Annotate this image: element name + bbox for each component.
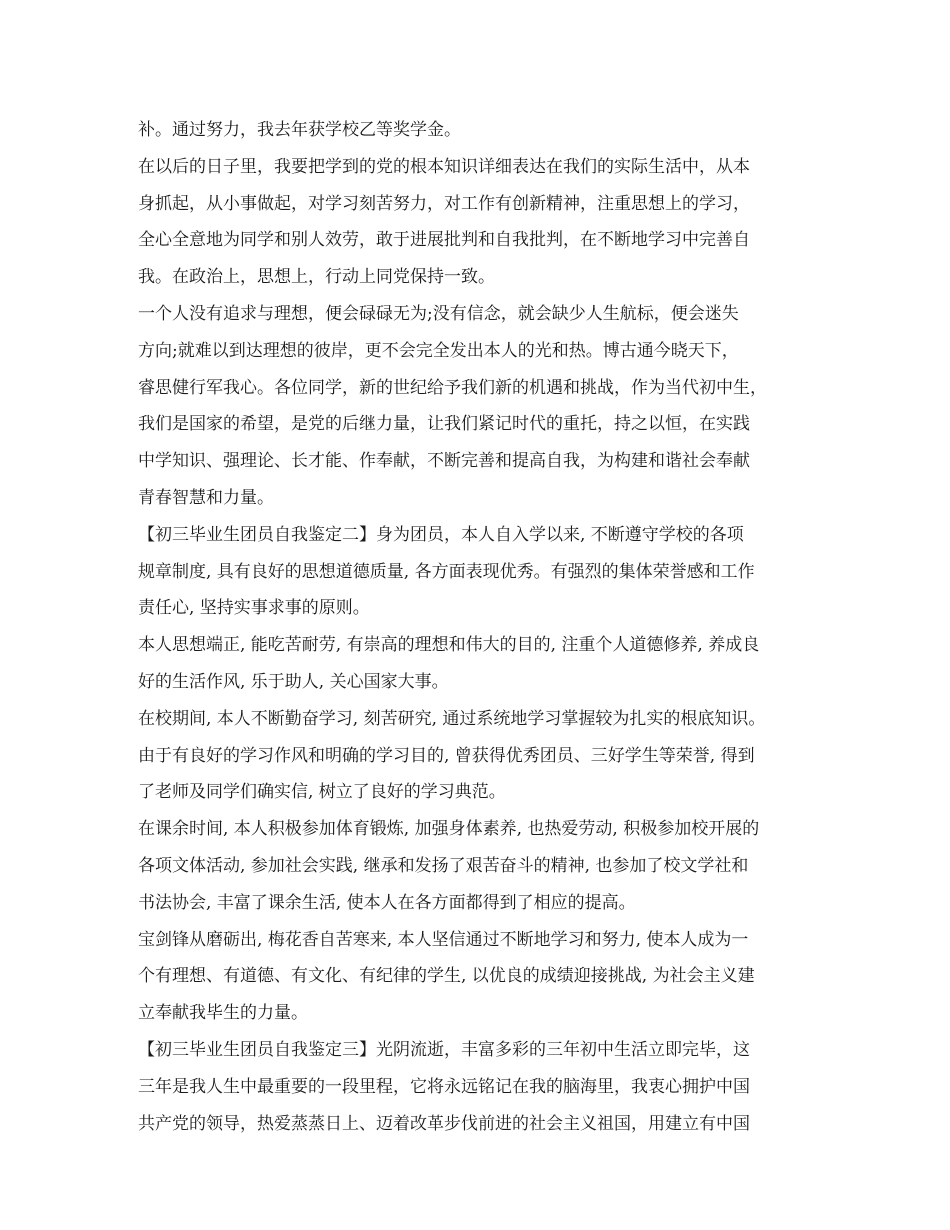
text-line: 本人思想端正, 能吃苦耐劳, 有崇高的理想和伟大的目的, 注重个人道德修养, 养成良 bbox=[138, 635, 760, 656]
text-line: 在以后的日子里，我要把学到的党的根本知识详细表达在我们的实际生活中，从本 bbox=[138, 156, 750, 177]
text-line: 好的生活作风, 乐于助人, 关心国家大事。 bbox=[138, 671, 449, 692]
text-line: 身抓起，从小事做起，对学习刻苦努力，对工作有创新精神，注重思想上的学习， bbox=[138, 193, 750, 214]
text-line: 宝剑锋从磨砺出, 梅花香自苦寒来, 本人坚信通过不断地学习和努力, 使本人成为一 bbox=[138, 929, 749, 950]
text-line: 方向;就难以到达理想的彼岸，更不会完全发出本人的光和热。博古通今晓天下， bbox=[138, 340, 739, 361]
text-line: 中学知识、强理论、长才能、作奉献，不断完善和提高自我，为构建和谐社会奉献 bbox=[138, 451, 750, 472]
text-line: 了老师及同学们确实信, 树立了良好的学习典范。 bbox=[138, 782, 506, 803]
text-line: 我。在政治上，思想上，行动上同党保持一致。 bbox=[138, 267, 495, 288]
text-line: 共产党的领导，热爱蒸蒸日上、迈着改革步伐前进的社会主义祖国，用建立有中国 bbox=[138, 1113, 750, 1134]
section-heading-line: 【初三毕业生团员自我鉴定三】光阴流逝，丰富多彩的三年初中生活立即完毕，这 bbox=[138, 1039, 750, 1060]
section-heading-line: 【初三毕业生团员自我鉴定二】身为团员，本人自入学以来, 不断遵守学校的各项 bbox=[138, 524, 744, 545]
text-line: 一个人没有追求与理想，便会碌碌无为;没有信念，就会缺少人生航标，便会迷失 bbox=[138, 303, 739, 324]
text-line: 全心全意地为同学和别人效劳，敢于进展批判和自我批判，在不断地学习中完善自 bbox=[138, 230, 750, 251]
text-line: 青春智慧和力量。 bbox=[138, 487, 274, 508]
text-line: 补。通过努力，我去年获学校乙等奖学金。 bbox=[138, 120, 461, 140]
text-line: 书法协会, 丰富了课余生活, 使本人在各方面都得到了相应的提高。 bbox=[138, 892, 636, 913]
text-line: 在课余时间, 本人积极参加体育锻炼, 加强身体素养, 也热爱劳动, 积极参加校开展的 bbox=[138, 819, 760, 840]
text-line: 在校期间, 本人不断勤奋学习, 刻苦研究, 通过系统地学习掌握较为扎实的根底知识。 bbox=[138, 708, 766, 729]
text-line: 睿思健行军我心。各位同学，新的世纪给予我们新的机遇和挑战，作为当代初中生， bbox=[138, 377, 767, 398]
text-line: 个有理想、有道德、有文化、有纪律的学生, 以优良的成绩迎接挑战, 为社会主义建 bbox=[138, 966, 755, 987]
text-line: 立奉献我毕生的力量。 bbox=[138, 1003, 308, 1024]
text-line: 由于有良好的学习作风和明确的学习目的, 曾获得优秀团员、三好学生等荣誉, 得到 bbox=[138, 745, 755, 766]
text-line: 三年是我人生中最重要的一段里程，它将永远铭记在我的脑海里，我衷心拥护中国 bbox=[138, 1076, 750, 1097]
text-line: 我们是国家的希望，是党的后继力量，让我们紧记时代的重托，持之以恒，在实践 bbox=[138, 414, 750, 435]
document-body bbox=[138, 112, 828, 1142]
text-line: 各项文体活动, 参加社会实践, 继承和发扬了艰苦奋斗的精神, 也参加了校文学社和 bbox=[138, 855, 749, 876]
text-line: 规章制度, 具有良好的思想道德质量, 各方面表现优秀。有强烈的集体荣誉感和工作 bbox=[138, 561, 755, 582]
text-line: 责任心, 坚持实事求事的原则。 bbox=[138, 598, 370, 619]
